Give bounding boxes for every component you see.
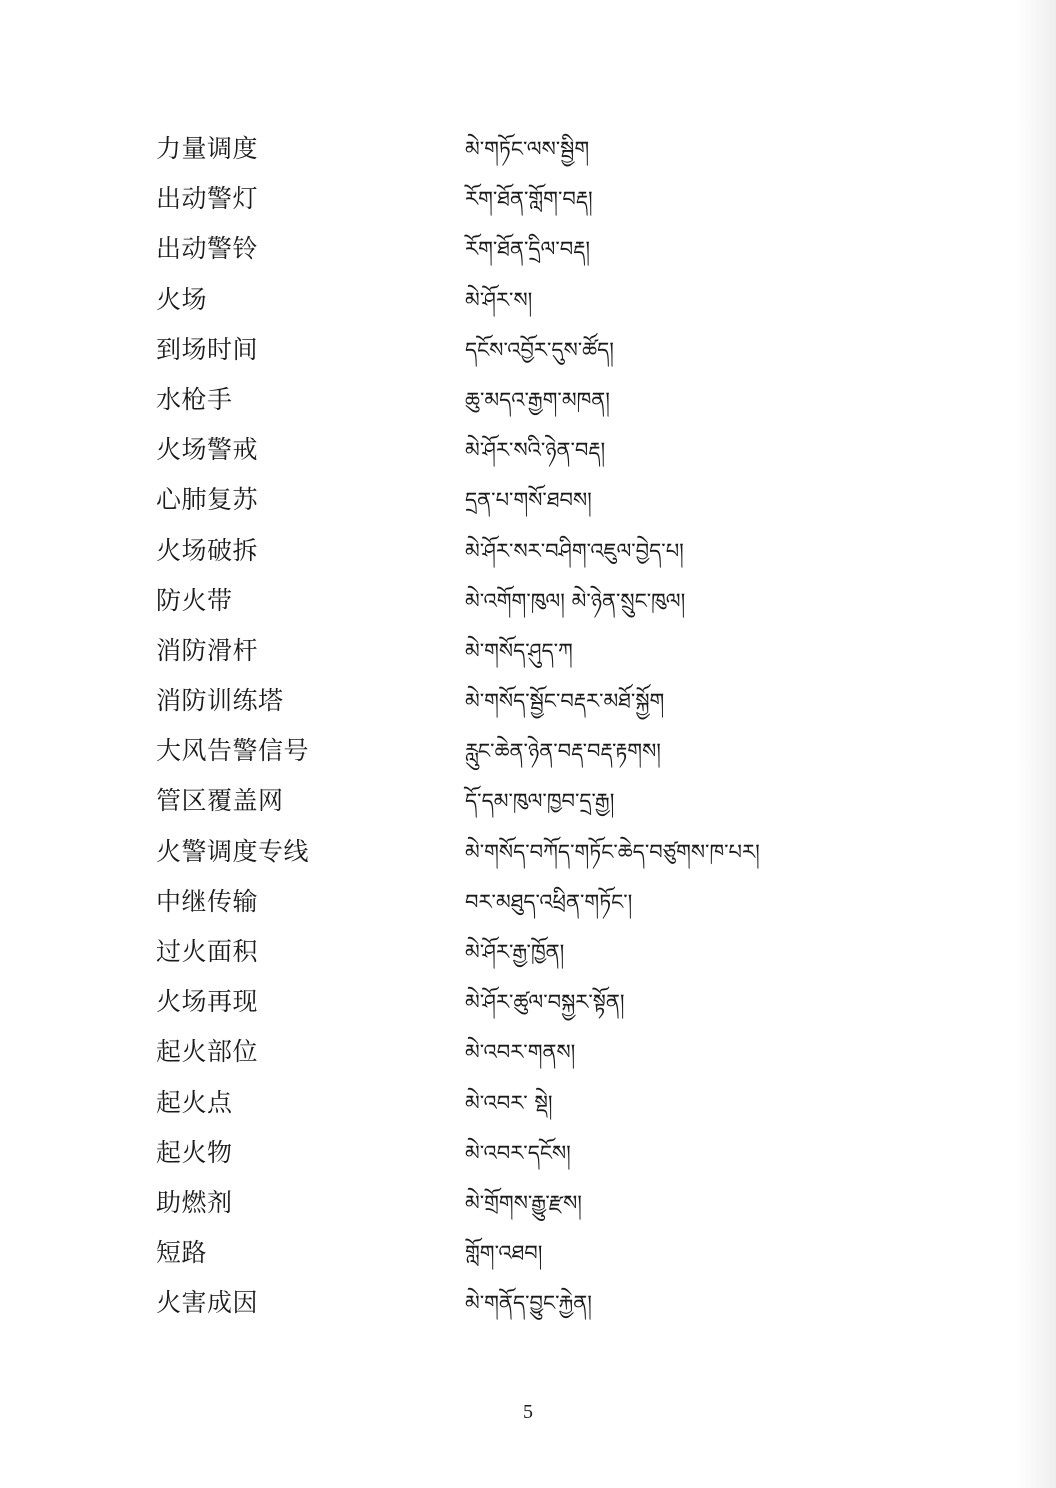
tibetan-term: ཆུ་མདའ་རྒྱག་མཁན། [465,387,610,412]
glossary-entry [156,676,956,726]
chinese-term: 大风告警信号 [156,736,310,766]
chinese-term: 力量调度 [156,134,259,163]
tibetan-term: མེ་ཤོར་ས། [465,287,533,312]
tibetan-term: མེ་གནོད་བྱུང་རྐྱེན། [465,1291,592,1316]
glossary-entry [156,927,956,977]
glossary-entry [156,1278,956,1328]
tibetan-term: མེ་འབར་གནས། [465,1040,576,1065]
chinese-term: 短路 [156,1238,208,1268]
tibetan-term: རླུང་ཆེན་ཉེན་བརྡ་བརྡ་རྟགས། [465,739,661,764]
chinese-term: 火场警戒 [156,435,259,465]
chinese-term: 出动警铃 [156,234,259,264]
chinese-term: 管区覆盖网 [156,786,284,816]
chinese-term: 起火物 [156,1137,233,1167]
glossary-entry [156,626,956,676]
chinese-term: 出动警灯 [156,184,259,214]
chinese-term: 火场 [156,284,208,314]
glossary-entry [156,1078,956,1128]
chinese-term: 水枪手 [156,384,233,414]
tibetan-term: མེ་གཏོང་ལས་སྦྱིག [465,137,590,161]
tibetan-term: རོག་ཐོན་དྲིལ་བརྡ། [465,237,591,262]
chinese-term: 消防滑杆 [156,635,259,665]
chinese-term: 心肺复苏 [156,485,259,515]
glossary-entry [156,776,956,826]
glossary-entry [156,977,956,1027]
page-edge-shadow [1016,0,1056,1488]
chinese-term: 中继传输 [156,886,259,916]
tibetan-term: མེ་ཤོར་ཚུལ་བསྐྱར་སྟོན། [465,990,625,1015]
chinese-term: 火场再现 [156,987,259,1017]
tibetan-term: དངོས་འབྱོར་དུས་ཚོད། [465,337,614,362]
tibetan-term: མེ་འགོག་ཁུལ། མེ་ཉེན་སྲུང་ཁུལ། [465,588,686,613]
page-number: 5 [523,1401,533,1423]
chinese-term: 助燃剂 [156,1187,233,1217]
chinese-term: 火警调度专线 [156,836,310,866]
glossary-entry [156,375,956,425]
glossary-entry [156,475,956,525]
glossary-entry [156,124,956,174]
tibetan-term: མེ་ཤོར་སར་བཤིག་འཇུལ་བྱེད་པ། [465,538,684,563]
chinese-term: 起火点 [156,1087,233,1117]
tibetan-term: མེ་གསོད་བཀོད་གཏོང་ཆེད་བཙུགས་ཁ་པར། [465,839,760,864]
tibetan-term: གློག་འཐབ། [465,1241,543,1266]
tibetan-term: བར་མཐུད་འཕྲིན་གཏོང་། [465,889,633,914]
glossary-entry [156,877,956,927]
glossary-entry [156,526,956,576]
glossary-entry [156,576,956,626]
glossary-entry [156,726,956,776]
chinese-term: 火场破拆 [156,535,259,565]
tibetan-term: རོག་ཐོན་གློག་བརྡ། [465,187,593,212]
tibetan-term: མེ་གྲོགས་རྒྱུ་རྫས། [465,1190,582,1215]
glossary-entry [156,325,956,375]
tibetan-term: དོ་དམ་ཁུལ་ཁྱབ་དྲ་རྒྱ། [465,789,615,814]
chinese-term: 过火面积 [156,937,259,966]
chinese-term: 防火带 [156,585,233,615]
glossary-entry [156,425,956,475]
glossary-entry [156,224,956,274]
tibetan-term: མེ་འབར་དངོས། [465,1140,571,1165]
glossary-entry [156,275,956,325]
tibetan-term: མེ་ཤོར་སའི་ཉེན་བརྡ། [465,438,606,463]
glossary-entry [156,1027,956,1077]
tibetan-term: མེ་གསོད་སྦྱོང་བརྡར་མཐོ་སྐྱོག [465,689,665,714]
chinese-term: 到场时间 [156,334,259,364]
chinese-term: 起火部位 [156,1037,259,1067]
glossary-entry [156,1178,956,1228]
chinese-term: 消防训练塔 [156,686,284,716]
glossary-entry [156,1228,956,1278]
tibetan-term: མེ་འབར་ སྡེ། [465,1090,553,1115]
tibetan-term: མེ་གསོད་ཤུད་ཀ [465,638,573,663]
glossary-list [156,124,956,1329]
glossary-entry [156,174,956,224]
tibetan-term: མེ་ཤོར་རྒྱ་ཁྱོན། [465,940,565,964]
chinese-term: 火害成因 [156,1288,259,1318]
glossary-entry [156,1128,956,1178]
tibetan-term: དྲན་པ་གསོ་ཐབས། [465,488,592,513]
glossary-entry [156,827,956,877]
